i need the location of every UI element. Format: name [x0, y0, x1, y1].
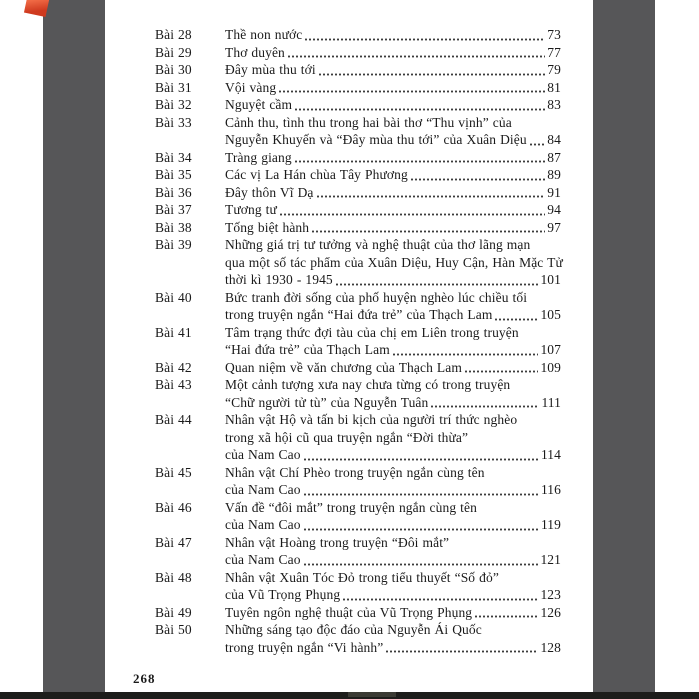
toc-entry-title: Các vị La Hán chùa Tây Phương [225, 167, 408, 182]
toc-row [155, 324, 561, 342]
dot-leader [335, 271, 539, 289]
toc-entry-label: Bài 46 [155, 499, 192, 515]
toc-entry-page: 109 [540, 359, 561, 375]
dot-leader [494, 306, 538, 324]
toc-row [155, 639, 561, 657]
dot-leader [430, 394, 539, 412]
toc-row [155, 131, 561, 149]
toc-row [155, 219, 561, 237]
toc-row [155, 446, 561, 464]
toc-entry-label: Bài 32 [155, 97, 192, 112]
dot-leader [303, 516, 539, 534]
toc-entry-title: Thơ duyên [225, 44, 285, 60]
toc-entry-title: Nhân vật Chí Phèo trong truyện ngắn cùng tên [225, 464, 485, 480]
toc-row [155, 254, 561, 272]
dot-leader [304, 26, 545, 44]
toc-entry-label: Bài 48 [155, 569, 192, 585]
toc-entry-title: Đây mùa thu tới [225, 62, 316, 77]
dot-leader [316, 184, 546, 202]
dot-leader [342, 586, 538, 604]
toc-row [155, 201, 561, 219]
toc-entry-page: 81 [547, 79, 561, 95]
toc-entry-page: 77 [547, 44, 561, 60]
toc-entry-label [155, 446, 225, 464]
toc-entry-title: của Nam Cao [225, 517, 301, 532]
dot-leader [385, 639, 538, 657]
toc-entry-label [155, 639, 225, 657]
toc-entry-title: Cảnh thu, tình thu trong hai bài thơ “Thu vịnh” của [225, 114, 512, 130]
toc-row [155, 604, 561, 622]
toc-entry-title: “Chữ người tử tù” của Nguyễn Tuân [225, 394, 429, 410]
toc-row [155, 429, 561, 447]
toc-entry-label: Bài 30 [155, 62, 192, 77]
toc-entry-label: Bài 36 [155, 184, 192, 200]
toc-entry-page: 83 [547, 97, 561, 112]
dot-leader [303, 481, 539, 499]
toc-entry-label [155, 306, 225, 324]
toc-entry-label: Bài 43 [155, 377, 192, 392]
toc-entry-page: 121 [540, 552, 561, 567]
toc-entry-label [155, 271, 225, 289]
toc-entry-label: Bài 42 [155, 359, 192, 375]
toc-entry-title: Đây thôn Vĩ Dạ [225, 184, 314, 200]
folio-page-number: 268 [133, 671, 156, 686]
toc-entry-label [155, 131, 225, 149]
toc-entry-label [155, 516, 225, 534]
toc-entry-page: 97 [547, 219, 561, 235]
bottom-edge-segment [348, 692, 396, 697]
toc-row [155, 394, 561, 412]
toc-entry-label: Bài 31 [155, 79, 192, 95]
toc-row [155, 516, 561, 534]
toc-entry-label [155, 586, 225, 604]
toc-entry-label [155, 394, 225, 412]
dot-leader [529, 131, 546, 149]
toc-entry-label: Bài 35 [155, 167, 192, 182]
toc-entry-title: Tống biệt hành [225, 219, 310, 235]
dot-leader [303, 446, 539, 464]
toc-row [155, 481, 561, 499]
dot-leader [311, 219, 545, 237]
dot-leader [318, 61, 546, 79]
toc-row [155, 411, 561, 429]
toc-entry-title: Vội vàng [225, 79, 277, 95]
toc-entry-title: Những giá trị tư tưởng và nghệ thuật của thơ lãng mạn [225, 237, 531, 252]
toc-row [155, 341, 561, 359]
toc-entry-label: Bài 34 [155, 149, 192, 165]
toc-entry-page: 111 [541, 394, 561, 410]
dot-leader [303, 551, 539, 569]
toc-entry-page: 94 [547, 202, 561, 217]
toc-row [155, 359, 561, 377]
toc-row [155, 236, 561, 254]
dot-leader [294, 96, 545, 114]
toc-entry-label [155, 341, 225, 359]
toc-entry-page: 114 [540, 447, 561, 462]
toc-row [155, 79, 561, 97]
toc-entry-label [155, 551, 225, 569]
toc-row [155, 26, 561, 44]
toc-entry-page: 128 [540, 639, 561, 655]
toc-entry-title: Nhân vật Hoàng trong truyện “Đôi mắt” [225, 534, 450, 550]
toc-entry-label: Bài 47 [155, 534, 192, 550]
toc-entry-page: 79 [547, 62, 561, 77]
toc-entry-page: 119 [540, 517, 561, 532]
toc-entry-label: Bài 50 [155, 622, 192, 637]
toc-entry-page: 87 [547, 149, 561, 165]
toc-entry-page: 107 [540, 342, 561, 357]
toc-entry-title: Tương tư [225, 202, 277, 217]
toc-entry-title: Nhân vật Xuân Tóc Đỏ trong tiểu thuyết “Số đỏ” [225, 569, 499, 585]
toc-row [155, 61, 561, 79]
toc-entry-title: của Vũ Trọng Phụng [225, 587, 341, 602]
toc-entry-title: Nguyệt cầm [225, 97, 293, 112]
toc-entry-label [155, 429, 225, 447]
toc-entry-label: Bài 44 [155, 412, 192, 427]
toc-entry-title: Nguyễn Khuyến và “Đây mùa thu tới” của Xuân Diệu [225, 132, 527, 147]
dot-leader [464, 359, 538, 377]
dot-leader [278, 79, 545, 97]
toc-entry-page: 91 [547, 184, 561, 200]
toc-entry-title: Những sáng tạo độc đáo của Nguyễn Ái Quốc [225, 622, 482, 637]
toc-entry-label: Bài 41 [155, 324, 192, 340]
toc-row [155, 149, 561, 167]
toc-entry-label [155, 254, 225, 272]
dot-leader [294, 149, 546, 167]
toc-entry-page: 73 [547, 27, 561, 42]
toc-entry-page: 126 [540, 604, 561, 620]
toc-entry-title: của Nam Cao [225, 447, 301, 462]
toc-entry-label: Bài 49 [155, 604, 192, 620]
toc-row [155, 166, 561, 184]
toc-row [155, 534, 561, 552]
toc-entry-page: 89 [547, 167, 561, 182]
toc-list [105, 0, 593, 656]
toc-entry-label: Bài 29 [155, 44, 192, 60]
toc-entry-label: Bài 39 [155, 237, 192, 252]
dot-leader [287, 44, 545, 62]
left-background-band [43, 0, 105, 692]
toc-entry-label: Bài 28 [155, 27, 192, 42]
toc-entry-label: Bài 40 [155, 289, 192, 305]
toc-row [155, 621, 561, 639]
toc-entry-page: 105 [540, 307, 561, 322]
toc-row [155, 464, 561, 482]
toc-entry-title: của Nam Cao [225, 482, 301, 497]
toc-entry-label: Bài 38 [155, 219, 192, 235]
toc-row [155, 569, 561, 587]
toc-row [155, 376, 561, 394]
toc-entry-title: Một cảnh tượng xưa nay chưa từng có trong truyện [225, 377, 511, 392]
toc-entry-title: Thề non nước [225, 27, 303, 42]
toc-row [155, 184, 561, 202]
toc-row [155, 44, 561, 62]
toc-entry-title: Vấn đề “đôi mắt” trong truyện ngắn cùng tên [225, 499, 477, 515]
dot-leader [474, 604, 538, 622]
toc-row [155, 586, 561, 604]
toc-row [155, 551, 561, 569]
toc-entry-title: trong truyện ngắn “Hai đứa trẻ” của Thạch Lam [225, 307, 493, 322]
toc-row [155, 499, 561, 517]
toc-entry-page: 123 [540, 587, 561, 602]
toc-entry-label: Bài 33 [155, 114, 192, 130]
toc-entry-page: 101 [540, 272, 561, 287]
toc-entry-title: thời kì 1930 - 1945 [225, 272, 333, 287]
toc-entry-title: của Nam Cao [225, 552, 301, 567]
toc-entry-title: trong xã hội cũ qua truyện ngắn “Đời thừa” [225, 429, 469, 445]
toc-entry-label: Bài 45 [155, 464, 192, 480]
right-background-band [593, 0, 655, 692]
toc-entry-title: Quan niệm về văn chương của Thạch Lam [225, 359, 462, 375]
dot-leader [392, 341, 539, 359]
toc-entry-title: qua một số tác phẩm của Xuân Diệu, Huy Cận, Hàn Mặc Tử [225, 254, 563, 270]
toc-entry-title: Tràng giang [225, 149, 292, 165]
toc-entry-title: Tâm trạng thức đợi tàu của chị em Liên trong truyện [225, 324, 519, 340]
toc-entry-page: 116 [540, 482, 561, 497]
toc-row [155, 289, 561, 307]
toc-entry-title: trong truyện ngắn “Vi hành” [225, 639, 384, 655]
toc-entry-title: Nhân vật Hộ và tấn bi kịch của người trí thức nghèo [225, 412, 518, 427]
toc-entry-page: 84 [547, 132, 561, 147]
toc-row [155, 96, 561, 114]
toc-row [155, 114, 561, 132]
table-of-contents-page [105, 0, 593, 692]
dot-leader [410, 166, 545, 184]
toc-entry-label [155, 481, 225, 499]
toc-row [155, 306, 561, 324]
toc-entry-title: Tuyên ngôn nghệ thuật của Vũ Trọng Phụng [225, 604, 473, 620]
toc-row [155, 271, 561, 289]
bottom-edge-bar [0, 692, 699, 699]
dot-leader [279, 201, 545, 219]
toc-entry-title: Bức tranh đời sống của phố huyện nghèo lúc chiều tối [225, 289, 528, 305]
toc-entry-title: “Hai đứa trẻ” của Thạch Lam [225, 342, 390, 357]
toc-entry-label: Bài 37 [155, 202, 192, 217]
